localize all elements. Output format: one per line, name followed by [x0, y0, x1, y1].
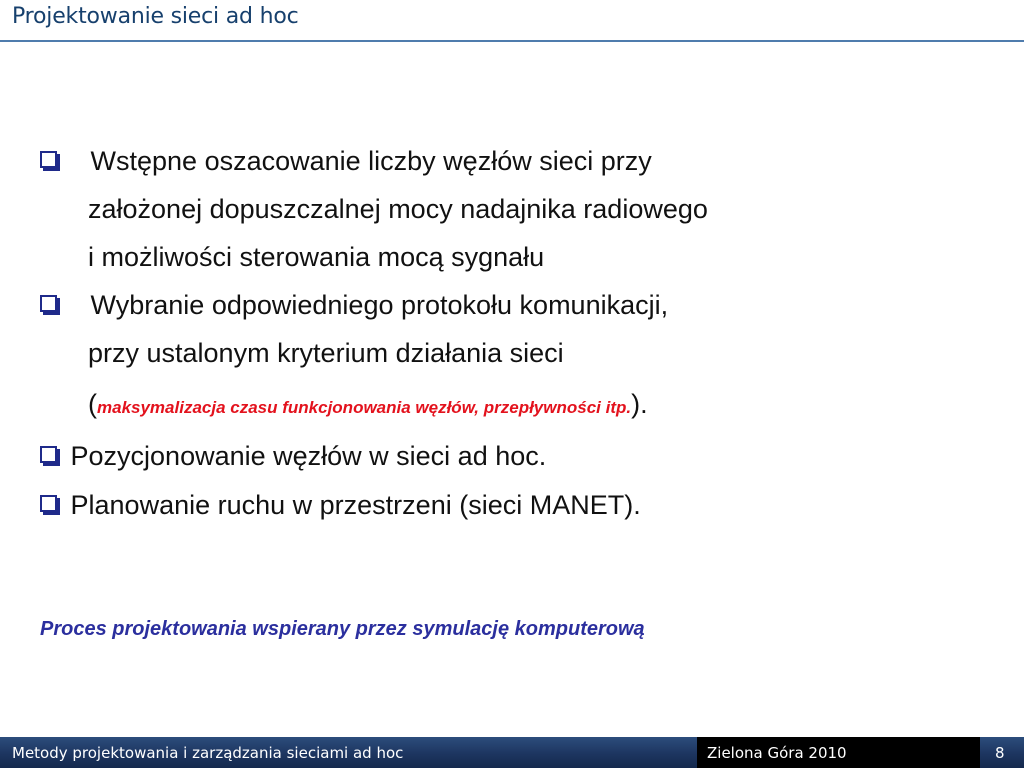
footer-bar [0, 737, 1024, 768]
checkbox-bullet-icon [40, 151, 57, 168]
paren-open: ( [88, 389, 97, 419]
bullet-item [40, 145, 652, 177]
footer-place-year: Zielona Góra 2010 [707, 744, 847, 762]
bullet-continuation [88, 388, 648, 424]
bullet-item [40, 489, 641, 521]
emphasis-text: maksymalizacja czasu funkcjonowania węzłów, przepływności itp. [97, 398, 632, 417]
bullet-continuation: przy ustalonym kryterium działania sieci [88, 338, 564, 368]
checkbox-bullet-icon [40, 295, 57, 312]
bullet-item [40, 440, 546, 472]
paren-close: ). [631, 389, 648, 419]
bullet-continuation: i możliwości sterowania mocą sygnału [88, 242, 545, 272]
title-divider [0, 40, 1024, 42]
checkbox-bullet-icon [40, 446, 57, 463]
footer-place-box [697, 737, 980, 768]
checkbox-bullet-icon [40, 495, 57, 512]
bullet-continuation: założonej dopuszczalnej mocy nadajnika radiowego [88, 194, 708, 224]
bullet-text: Planowanie ruchu w przestrzeni (sieci MANET). [70, 490, 641, 520]
bullet-item [40, 289, 668, 321]
bullet-text: Wybranie odpowiedniego protokołu komunikacji, [90, 290, 669, 320]
slide-title: Projektowanie sieci ad hoc [12, 4, 299, 29]
bullet-text: Wstępne oszacowanie liczby węzłów sieci przy [90, 146, 652, 176]
process-note: Proces projektowania wspierany przez symulację komputerową [40, 618, 645, 640]
footer-course-title: Metody projektowania i zarządzania sieciami ad hoc [12, 744, 404, 762]
bullet-text: Pozycjonowanie węzłów w sieci ad hoc. [70, 441, 547, 471]
page-number: 8 [995, 744, 1005, 762]
